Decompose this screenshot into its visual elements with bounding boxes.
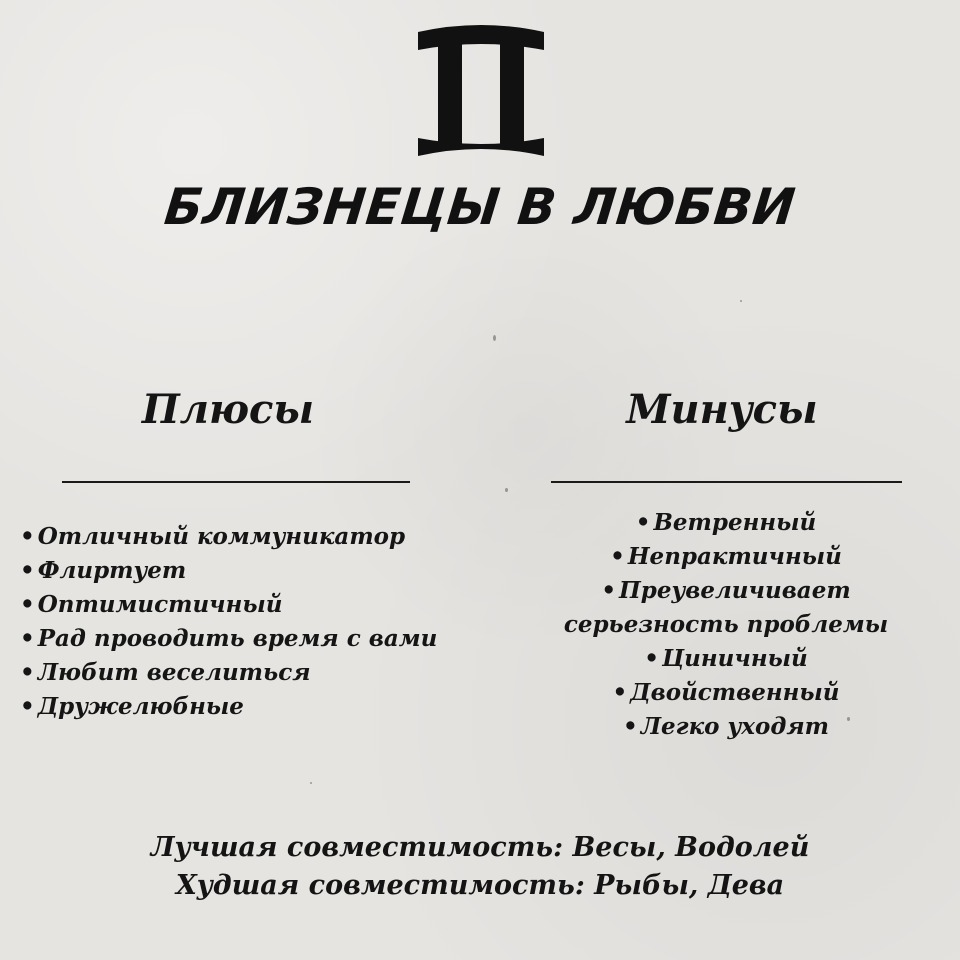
paper-speck — [740, 300, 742, 302]
list-item — [536, 642, 916, 676]
pros-item-text: Рад проводить время с вами — [37, 625, 438, 652]
list-item — [20, 588, 490, 622]
cons-item-text: серьезность проблемы — [563, 611, 889, 638]
pros-list — [20, 520, 490, 724]
list-item — [536, 676, 916, 710]
list-item-continuation — [536, 608, 916, 642]
list-item — [20, 690, 490, 724]
bullet-icon: • — [20, 591, 35, 618]
pros-divider — [62, 481, 410, 483]
bullet-icon: • — [612, 679, 628, 706]
pros-item-text: Оптимистичный — [37, 591, 283, 618]
bullet-icon: • — [20, 523, 35, 550]
cons-item-text: Преувеличивает — [619, 577, 851, 604]
list-item — [20, 656, 490, 690]
cons-divider — [551, 481, 902, 483]
list-item — [536, 574, 916, 608]
bullet-icon: • — [20, 659, 35, 686]
pros-item-text: Любит веселиться — [37, 659, 311, 686]
pros-item-text: Отличный коммуникатор — [37, 523, 406, 550]
cons-item-text: Ветренный — [653, 509, 817, 536]
bullet-icon: • — [610, 543, 625, 570]
bullet-icon: • — [635, 509, 651, 536]
bullet-icon: • — [644, 645, 659, 672]
pros-item-text: Флиртует — [37, 557, 187, 584]
cons-item-text: Легко уходят — [640, 713, 829, 740]
bullet-icon: • — [601, 577, 617, 604]
cons-item-text: Двойственный — [630, 679, 840, 706]
gemini-sign-icon — [414, 24, 548, 164]
cons-list — [536, 506, 916, 744]
list-item — [20, 520, 490, 554]
list-item — [536, 506, 916, 540]
list-item — [536, 540, 916, 574]
cons-item-text: Непрактичный — [627, 543, 842, 570]
cons-item-text: Циничный — [661, 645, 808, 672]
worst-compatibility: Худшая совместимость: Рыбы, Дева — [175, 870, 785, 901]
bullet-icon: • — [20, 625, 35, 652]
bullet-icon: • — [623, 713, 638, 740]
pros-item-text: Дружелюбные — [37, 693, 244, 720]
bullet-icon: • — [20, 557, 35, 584]
paper-speck — [505, 488, 508, 492]
best-compatibility: Лучшая совместимость: Весы, Водолей — [150, 832, 810, 863]
paper-speck — [493, 335, 496, 341]
page-title: БЛИЗНЕЦЫ В ЛЮБВИ — [161, 178, 799, 236]
pros-heading: Плюсы — [141, 386, 315, 433]
list-item — [536, 710, 916, 744]
cons-heading: Минусы — [626, 386, 818, 433]
list-item — [20, 622, 490, 656]
list-item — [20, 554, 490, 588]
paper-speck — [310, 782, 312, 784]
bullet-icon: • — [20, 693, 35, 720]
